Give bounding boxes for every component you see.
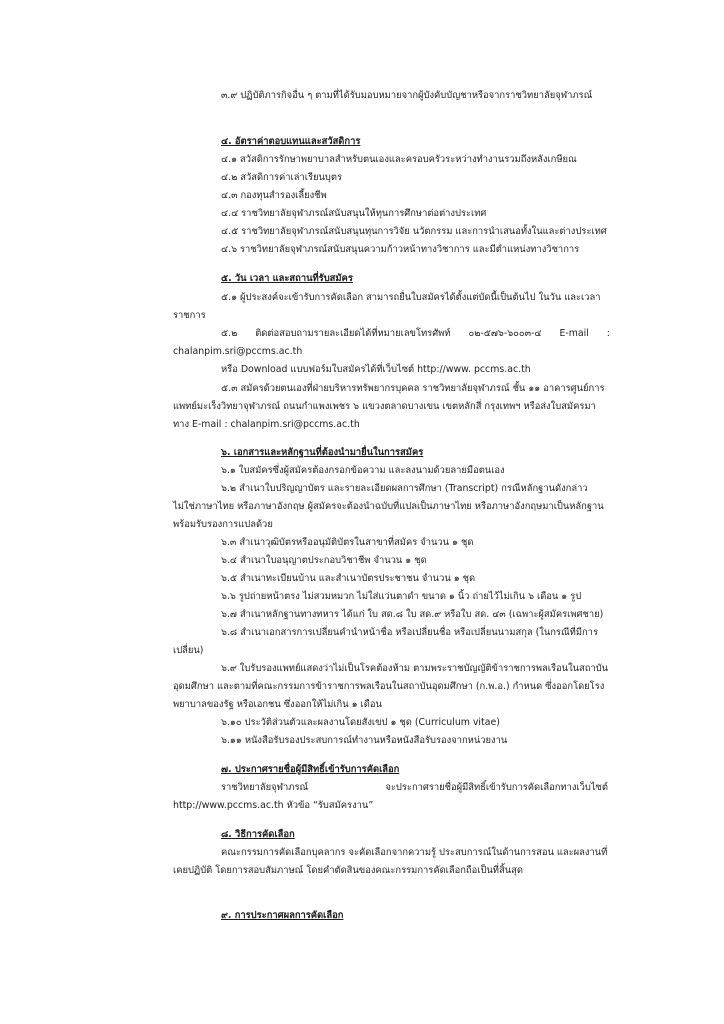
contact-email: chalanpim.sri@pccms.ac.th — [173, 346, 303, 357]
section-4-heading: ๔. อัตราค่าตอบแทนและสวัสดิการ — [221, 136, 361, 147]
section-5-heading: ๕. วัน เวลา และสถานที่รับสมัคร — [221, 273, 353, 284]
download-line: หรือ Download แบบฟอร์มใบสมัครได้ที่เว็บไซต์ http://www. pccms.ac.th — [221, 364, 531, 375]
item-5-2-line1 — [221, 325, 610, 342]
item-6-5: ๖.๕ สำเนาทะเบียนบ้าน และสำเนาบัตรประชาชน จำนวน ๑ ชุด — [221, 573, 476, 584]
section-8-line2: เคยปฏิบัติ โดยการสอบสัมภาษณ์ โดยคำตัดสินของคณะกรรมการคัดเลือกถือเป็นที่สิ้นสุด — [173, 865, 523, 876]
item-6-11: ๖.๑๑ หนังสือรับรองประสบการณ์ทำงานหรือหนังสือรับรองจากหน่วยงาน — [221, 735, 508, 746]
item-6-2-line3: พร้อมรับรองการแปลด้วย — [173, 519, 273, 530]
item-5-1-line1: ๕.๑ ผู้ประสงค์จะเข้ารับการคัดเลือก สามารถยื่นใบสมัครได้ตั้งแต่บัดนี้เป็นต้นไป ในวัน และเวลา — [221, 292, 601, 303]
item-4-2: ๔.๒ สวัสดิการค่าเล่าเรียนบุตร — [221, 172, 342, 183]
item-3-9: ๓.๙ ปฏิบัติภารกิจอื่น ๆ ตามที่ได้รับมอบหมายจากผู้บังคับบัญชาหรือจากราชวิทยาลัยจุฬาภรณ์ — [221, 90, 593, 101]
item-6-7: ๖.๗ สำเนาหลักฐานทางทหาร ได้แก่ ใบ สด.๘ ใบ สด.๙ หรือใบ สด. ๔๓ (เฉพาะผู้สมัครเพศชาย) — [221, 609, 604, 620]
section-6-heading: ๖. เอกสารและหลักฐานที่ต้องนำมายื่นในการสมัคร — [221, 447, 424, 458]
section-8-line1: คณะกรรมการคัดเลือกบุคลากร จะคัดเลือกจากความรู้ ประสบการณ์ในด้านการสอน และผลงานที่ — [221, 847, 608, 858]
item-5-2-text: ติดต่อสอบถามรายละเอียดได้ที่หมายเลขโทรศัพท์ — [255, 328, 451, 339]
item-6-9-line2: อุดมศึกษา และตามที่คณะกรรมการข้าราชการพลเรือนในสถาบันอุดมศึกษา (ก.พ.อ.) กำหนด ซึ่งออกโดยโรง — [173, 681, 605, 692]
item-6-6: ๖.๖ รูปถ่ายหน้าตรง ไม่สวมหมวก ไม่ใส่แว่นตาดำ ขนาด ๑ นิ้ว ถ่ายไว้ไม่เกิน ๖ เดือน ๑ รูป — [221, 591, 582, 602]
item-5-2-number: ๕.๒ — [221, 328, 238, 339]
section-8-heading: ๘. วิธีการคัดเลือก — [221, 829, 295, 840]
section-7-college: ราชวิทยาลัยจุฬาภรณ์ — [221, 782, 309, 793]
item-4-1: ๔.๑ สวัสดิการรักษาพยาบาลสำหรับตนเองและครอบครัวระหว่างทำงานรวมถึงหลังเกษียณ — [221, 154, 577, 165]
item-5-1-line2: ราชการ — [173, 310, 206, 321]
item-4-5: ๔.๕ ราชวิทยาลัยจุฬาภรณ์สนับสนุนทุนการวิจัย นวัตกรรม และการนำเสนอทั้งในและต่างประเทศ — [221, 226, 607, 237]
item-6-1: ๖.๑ ใบสมัครซึ่งผู้สมัครต้องกรอกข้อความ และลงนามด้วยลายมือตนเอง — [221, 465, 505, 476]
section-7-website: http://www.pccms.ac.th หัวข้อ “รับสมัครงาน” — [173, 800, 374, 811]
email-label: E-mail — [559, 328, 589, 339]
section-7-heading: ๗. ประกาศรายชื่อผู้มีสิทธิ์เข้ารับการคัดเลือก — [221, 764, 400, 775]
item-4-6: ๔.๖ ราชวิทยาลัยจุฬาภรณ์สนับสนุนความก้าวหน้าทางวิชาการ และมีตำแหน่งทางวิชาการ — [221, 244, 580, 255]
item-6-9-line3: พยาบาลของรัฐ หรือเอกชน ซึ่งออกให้ไม่เกิน ๑ เดือน — [173, 699, 382, 710]
item-5-3-line3: ทาง E-mail : chalanpim.sri@pccms.ac.th — [173, 419, 360, 430]
item-6-8-line2: เปลี่ยน) — [173, 645, 204, 656]
item-6-10: ๖.๑๐ ประวัติส่วนตัวและผลงานโดยสังเขป ๑ ชุด (Curriculum vitae) — [221, 717, 500, 728]
item-6-2-line1: ๖.๒ สำเนาใบปริญญาบัตร และรายละเอียดผลการศึกษา (Transcript) กรณีหลักฐานดังกล่าว — [221, 483, 588, 494]
email-colon: : — [606, 328, 610, 339]
item-5-3-line1: ๕.๓ สมัครด้วยตนเองที่ฝ่ายบริหารทรัพยากรบุคคล ราชวิทยาลัยจุฬาภรณ์ ชั้น ๑๑ อาคารศูนย์การ — [221, 383, 605, 394]
item-6-8-line1: ๖.๘ สำเนาเอกสารการเปลี่ยนคำนำหน้าชื่อ หรือเปลี่ยนชื่อ หรือเปลี่ยนนามสกุล (ในกรณีที่มีการ — [221, 627, 598, 638]
item-6-4: ๖.๔ สำเนาใบอนุญาตประกอบวิชาชีพ จำนวน ๑ ชุด — [221, 555, 427, 566]
item-6-2-line2: ไม่ใช่ภาษาไทย หรือภาษาอังกฤษ ผู้สมัครจะต้องนำฉบับที่แปลเป็นภาษาไทย หรือภาษาอังกฤษมาเป็นหลักฐาน — [173, 501, 604, 512]
section-9-heading: ๙. การประกาศผลการคัดเลือก — [221, 910, 344, 921]
item-4-3: ๔.๓ กองทุนสำรองเลี้ยงชีพ — [221, 190, 327, 201]
item-5-3-line2: แพทย์มะเร็งวิทยาจุฬาภรณ์ ถนนกำแพงเพชร ๖ แขวงตลาดบางเขน เขตหลักสี่ กรุงเทพฯ หรือส่งใบสมัครมา — [173, 401, 596, 412]
section-7-line1 — [221, 779, 608, 796]
section-7-announce: จะประกาศรายชื่อผู้มีสิทธิ์เข้ารับการคัดเลือกทางเว็บไซต์ — [385, 782, 608, 793]
item-4-4: ๔.๔ ราชวิทยาลัยจุฬาภรณ์สนับสนุนให้ทุนการศึกษาต่อต่างประเทศ — [221, 208, 487, 219]
item-6-9-line1: ๖.๙ ใบรับรองแพทย์แสดงว่าไม่เป็นโรคต้องห้าม ตามพระราชบัญญัติข้าราชการพลเรือนในสถาบัน — [221, 663, 609, 674]
item-6-3: ๖.๓ สำเนาวุฒิบัตรหรืออนุมัติบัตรในสาขาที่สมัคร จำนวน ๑ ชุด — [221, 537, 474, 548]
phone-number: ๐๒-๕๗๖-๖๐๐๓-๔ — [468, 328, 542, 339]
